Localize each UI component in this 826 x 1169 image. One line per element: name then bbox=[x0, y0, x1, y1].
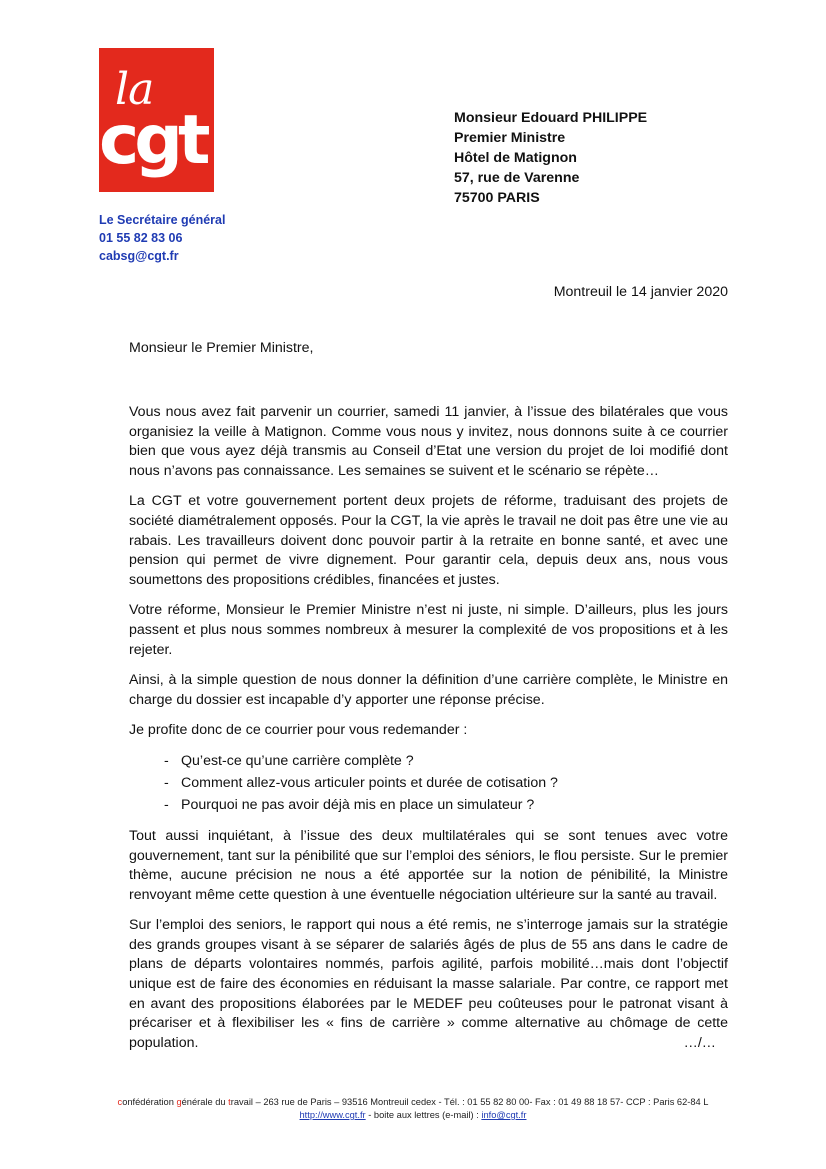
footer-address-line bbox=[0, 1096, 826, 1109]
list-item: - Comment allez-vous articuler points et durée de cotisation ? bbox=[181, 772, 728, 794]
email-link[interactable]: info@cgt.fr bbox=[481, 1110, 527, 1120]
paragraph: Je profite donc de ce courrier pour vous redemander : bbox=[129, 722, 468, 739]
footer-initial-c: c bbox=[117, 1097, 123, 1107]
footer-address: – 263 rue de Paris – 93516 Montreuil cedex - Tél. : 01 55 82 80 00- Fax : 01 49 88 18 57- CCP : Paris 62-84 L bbox=[252, 1097, 709, 1107]
greeting: Monsieur le Premier Ministre, bbox=[129, 340, 314, 356]
paragraph: Vous nous avez fait parvenir un courrier, samedi 11 janvier, à l’issue des bilatérales que vous organisiez la veille à Matignon. Comme vous nous y invitez, nous donnons suite à ce courrier bien que vous ayez déjà transmis au Conseil d’Etat une version du projet de loi modifié dont nous n’avons pas connaissance. Les semaines se suivent et le scénario se répète… bbox=[129, 404, 728, 479]
footer-text: énérale du bbox=[181, 1097, 229, 1107]
paragraph: Tout aussi inquiétant, à l’issue des deux multilatérales qui se sont tenues avec votre gouvernement, tant sur la pénibilité que sur l’emploi des séniors, le flou persiste. Sur le premier thème, aucune précision ne nous a été apportée sur la notion de pénibilité, la Ministre renvoyant même cette question à une éventuelle négociation ultérieure sur la santé au travail. bbox=[129, 827, 728, 903]
continuation-mark: …/… bbox=[683, 1034, 716, 1051]
recipient-building: Hôtel de Matignon bbox=[454, 150, 577, 166]
footer-text: ravail bbox=[230, 1097, 253, 1107]
footer-text: onfédération bbox=[122, 1097, 177, 1107]
paragraph-text: Sur l’emploi des seniors, le rapport qui nous a été remis, ne s’interroge jamais sur la stratégie des grands groupes visant à se séparer de salariés âgés de plus de 55 ans dans le cadre de plans de départs volontaires nommés, parfois agilité, parfois mobilité…mais dont l’objectif unique est de faire des économies en réduisant la masse salariale. Par contre, ce rapport met en avant des propositions élaborées par le MEDEF peu coûteuses pour le patronat visant à précariser et à flexibiliser les « fins de carrière » comme alternative au chômage de cette population. bbox=[129, 917, 728, 1051]
logo-la-text: la bbox=[115, 64, 154, 115]
footer-links-line bbox=[0, 1109, 826, 1122]
cgt-logo bbox=[99, 48, 214, 192]
footer-initial-g: g bbox=[176, 1097, 182, 1107]
question-list bbox=[129, 750, 728, 816]
sender-block bbox=[99, 211, 225, 265]
paragraph-last bbox=[129, 916, 728, 1053]
paragraph: Ainsi, à la simple question de nous donner la définition d’une carrière complète, le Ministre en charge du dossier est incapable d’y apporter une réponse précise. bbox=[129, 672, 728, 708]
recipient-street: 57, rue de Varenne bbox=[454, 170, 580, 186]
list-item: - Pourquoi ne pas avoir déjà mis en place un simulateur ? bbox=[181, 794, 728, 816]
recipient-address bbox=[454, 108, 647, 208]
sender-title: Le Secrétaire général bbox=[99, 213, 226, 227]
footer-mailbox-label: - boite aux lettres (e-mail) : bbox=[365, 1110, 482, 1120]
place-date: Montreuil le 14 janvier 2020 bbox=[553, 284, 728, 300]
recipient-name: Monsieur Edouard PHILIPPE bbox=[454, 110, 648, 126]
logo-cgt-text: cgt bbox=[99, 101, 206, 180]
footer bbox=[0, 1096, 826, 1122]
recipient-position: Premier Ministre bbox=[454, 130, 566, 146]
recipient-city: 75700 PARIS bbox=[454, 190, 540, 206]
letter-body bbox=[129, 403, 728, 1064]
sender-phone: 01 55 82 83 06 bbox=[99, 231, 183, 245]
list-item: - Qu’est-ce qu’une carrière complète ? bbox=[181, 750, 728, 772]
website-link[interactable]: http://www.cgt.fr bbox=[299, 1110, 366, 1120]
paragraph: La CGT et votre gouvernement portent deux projets de réforme, traduisant des projets de société diamétralement opposés. Pour la CGT, la vie après le travail ne doit pas être une vie au rabais. Les travailleurs doivent donc pouvoir partir à la retraite en bonne santé, et avec une pension qui permet de vivre dignement. Pour garantir cela, depuis deux ans, nous vous soumettons des propositions crédibles, financées et justes. bbox=[129, 493, 728, 588]
footer-initial-t: t bbox=[228, 1097, 231, 1107]
paragraph: Votre réforme, Monsieur le Premier Ministre n’est ni juste, ni simple. D’ailleurs, plus les jours passent et plus nous sommes nombreux à mesurer la complexité de vos propositions et à les rejeter. bbox=[129, 602, 728, 658]
sender-email: cabsg@cgt.fr bbox=[99, 249, 179, 263]
